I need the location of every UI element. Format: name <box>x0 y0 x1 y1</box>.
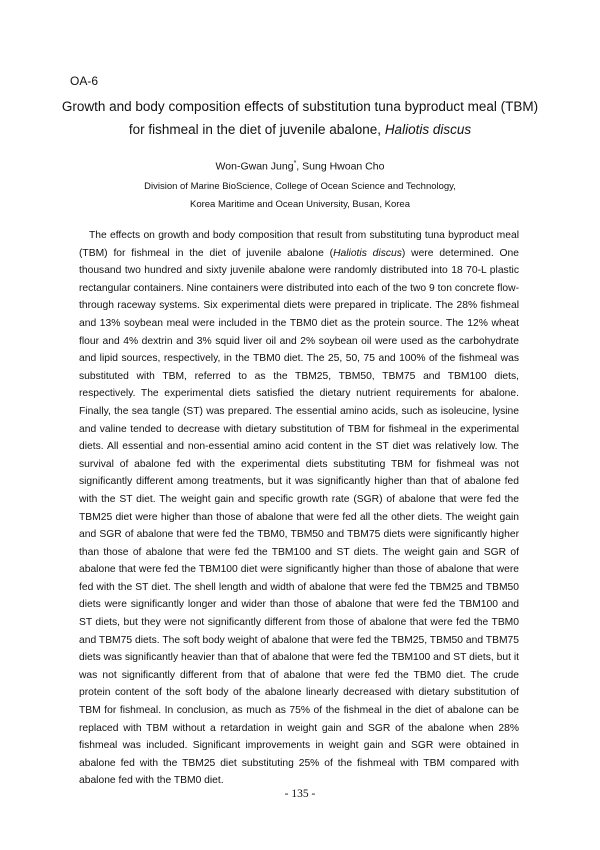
title-species: Haliotis discus <box>384 122 472 137</box>
author-line <box>60 160 540 173</box>
corresponding-author-mark: * <box>293 160 297 167</box>
affiliation-line-1: Division of Marine BioScience, College of Ocean Science and Technology, <box>144 181 456 192</box>
abstract-part-1: The effects on growth and body composition that result from substituting tuna byproduct meal (TBM) for fishmeal in the diet of juvenile abalone ( <box>79 230 519 259</box>
author-rest: , Sung Hwoan Cho <box>296 160 385 173</box>
page-number: - 135 - <box>284 788 316 800</box>
paper-title <box>60 95 540 141</box>
abstract-species: Haliotis discus <box>333 247 402 259</box>
title-main: Growth and body composition effects of substitution tuna byproduct meal (TBM) for fishmeal in the diet of juvenile abalone, <box>61 99 539 137</box>
abstract-part-2: ) were determined. One thousand two hundred and sixty juvenile abalone were randomly distributed into 18 70-L plastic rectangular containers. Nine containers were distributed into each of the two 9 ton concrete flow-through raceway systems. Six experimental diets were prepared in triplicate. The 28% fishmeal and 13% soybean meal were included in the TBM0 diet as the protein source. The 12% wheat flour and 4% dextrin and 3% squid liver oil and 2% soybean oil were used as the carbohydrate and lipid sources, respectively, in the TBM0 diet. The 25, 50, 75 and 100% of the fishmeal was substituted with TBM, referred to as the TBM25, TBM50, TBM75 and TBM100 diets, respectively. The experimental diets satisfied the dietary nutrient requirements for abalone. Finally, the sea tangle (ST) was prepared. The essential amino acids, such as isoleucine, lysine and valine tended to decrease with dietary substitution of TBM for fishmeal in the experimental diets. All essential and non-essential amino acid content in the ST diet was relatively low. The survival of abalone fed with the experimental diets substituting TBM for fishmeal was not significantly different among treatments, but it was significantly higher than that of abalone fed with the ST diet. The weight gain and specific growth rate (SGR) of abalone that were fed the TBM25 diet were higher than those of abalone that were fed all the other diets. The weight gain and SGR of abalone that were fed the TBM0, TBM50 and TBM75 diets were significantly higher than those of abalone that were fed the TBM100 and ST diets. The weight gain and SGR of abalone that were fed the TBM100 diet were significantly higher than those of abalone that were fed with the ST diet. The shell length and width of abalone that were fed the TBM25 and TBM50 diets were significantly longer and wider than those of abalone that were fed the TBM100 and ST diets, but they were not significantly different from those of abalone that were fed the TBM0 and TBM75 diets. The soft body weight of abalone that were fed the TBM25, TBM50 and TBM75 diets was significantly heavier than that of abalone that were fed the TBM100 and ST diets, but it was not significantly different from that of abalone that were fed the TBM0 diet. The crude protein content of the soft body of the abalone linearly decreased with dietary substitution of TBM for fishmeal. In conclusion, as much as 75% of the fishmeal in the diet of abalone can be replaced with TBM without a retardation in weight gain and SGR of the abalone when 28% fishmeal was included. Significant improvements in weight gain and SGR were obtained in abalone fed with the TBM25 diet substituting 25% of the fishmeal with TBM compared with abalone fed with the TBM0 diet. <box>79 247 519 787</box>
abstract-body <box>79 227 519 790</box>
affiliation <box>60 178 540 214</box>
session-code: OA-6 <box>70 74 99 88</box>
author-first: Won-Gwan Jung <box>215 160 294 173</box>
affiliation-line-2: Korea Maritime and Ocean University, Busan, Korea <box>189 199 410 210</box>
